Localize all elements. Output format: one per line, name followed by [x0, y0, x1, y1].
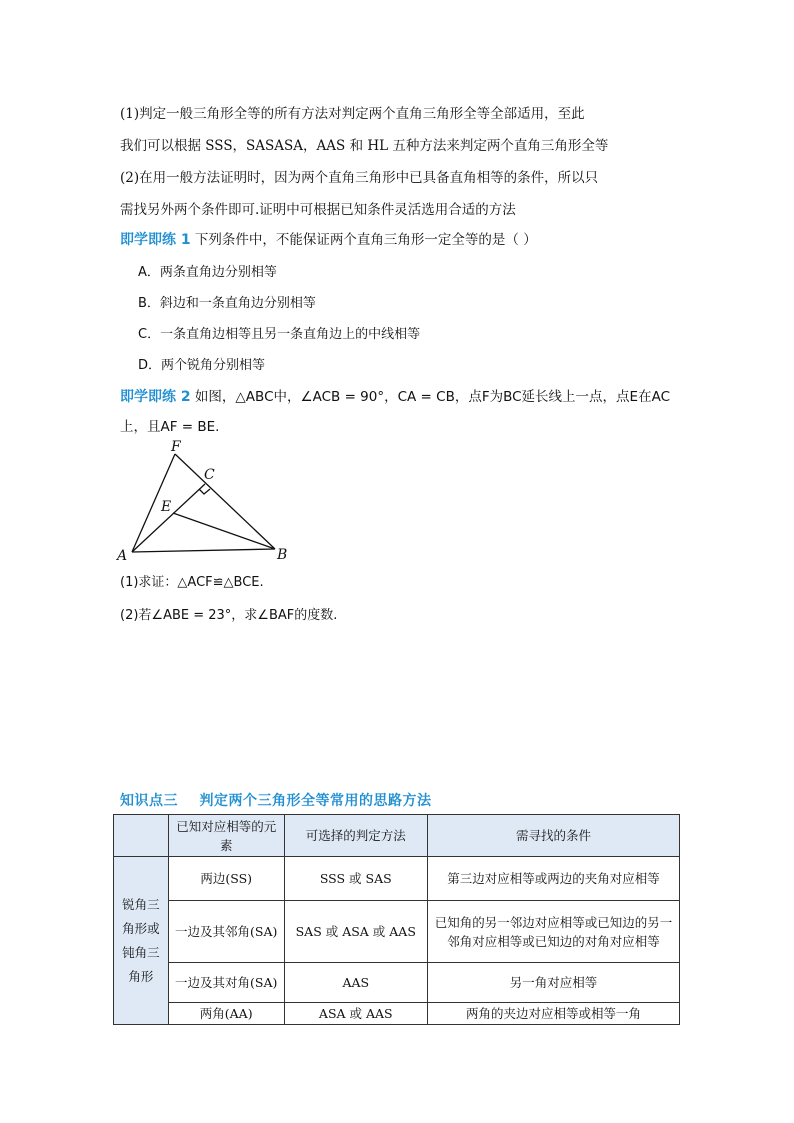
- table-cell: 两角(AA): [168, 1003, 284, 1025]
- option-a: A．两条直角边分别相等: [138, 265, 277, 280]
- section-title: 知识点三 判定两个三角形全等常用的思路方法: [120, 793, 432, 809]
- knowledge-table: [113, 814, 680, 1025]
- table-row: [114, 857, 680, 901]
- option-b: B．斜边和一条直角边分别相等: [138, 296, 316, 311]
- exercise-1-label: 即学即练 1: [120, 232, 191, 248]
- table-header-conditions: 需寻找的条件: [428, 815, 680, 857]
- table-cell: 两角的夹边对应相等或相等一角: [428, 1003, 680, 1025]
- table-header-empty: [114, 815, 169, 857]
- note-line-4: 需找另外两个条件即可.证明中可根据已知条件灵活选用合适的方法: [120, 202, 516, 218]
- exercise-1-heading: [120, 228, 537, 249]
- table-cell: SSS 或 SAS: [284, 857, 428, 901]
- label-a: A: [117, 548, 128, 564]
- exercise-2-q2: (2)若∠ABE = 23°，求∠BAF的度数.: [120, 608, 338, 623]
- option-c: C．一条直角边相等且另一条直角边上的中线相等: [138, 327, 421, 342]
- table-cell: SAS 或 ASA 或 AAS: [284, 901, 428, 963]
- label-c: C: [204, 467, 215, 483]
- table-cell: 另一角对应相等: [428, 963, 680, 1003]
- table-header-methods: 可选择的判定方法: [284, 815, 428, 857]
- table-group-label: 锐角三角形或钝角三角形: [114, 857, 169, 1025]
- right-angle-mark: [199, 489, 210, 494]
- exercise-2-line-2: 上，且AF = BE.: [120, 419, 220, 435]
- table-cell: 一边及其对角(SA): [168, 963, 284, 1003]
- note-line-3: (2)在用一般方法证明时，因为两个直角三角形中已具备直角相等的条件，所以只: [120, 170, 599, 186]
- table-cell: AAS: [284, 963, 428, 1003]
- note-line-2: 我们可以根据 SSS，SASASA，AAS 和 HL 五种方法来判定两个直角三角形全等: [120, 138, 609, 154]
- table-cell: ASA 或 AAS: [284, 1003, 428, 1025]
- table-cell: 已知角的另一邻边对应相等或已知边的另一邻角对应相等或已知边的对角对应相等: [428, 901, 680, 963]
- table-cell: 两边(SS): [168, 857, 284, 901]
- table-header-row: [114, 815, 680, 857]
- label-b: B: [277, 547, 288, 563]
- label-e: E: [161, 499, 172, 515]
- option-d: D．两个锐角分别相等: [138, 358, 266, 373]
- exercise-2-label: 即学即练 2: [120, 389, 191, 405]
- table-cell: 一边及其邻角(SA): [168, 901, 284, 963]
- note-line-1: (1)判定一般三角形全等的所有方法对判定两个直角三角形全等全部适用，至此: [120, 106, 585, 122]
- exercise-2-heading: [120, 385, 670, 406]
- segment-fb: [175, 454, 275, 549]
- exercise-2-line-1: 如图，△ABC中，∠ACB = 90°，CA = CB，点F为BC延长线上一点，点E在AC: [194, 389, 671, 405]
- label-f: F: [171, 439, 181, 455]
- triangle-figure: [115, 436, 295, 566]
- segment-be: [173, 513, 275, 549]
- table-header-elements: 已知对应相等的元素: [168, 815, 284, 857]
- table-row: [114, 901, 680, 963]
- table-row: [114, 1003, 680, 1025]
- segment-ab: [132, 549, 275, 552]
- table-cell: 第三边对应相等或两边的夹角对应相等: [428, 857, 680, 901]
- segment-ac: [132, 484, 205, 552]
- table-row: [114, 963, 680, 1003]
- exercise-1-question: 下列条件中，不能保证两个直角三角形一定全等的是（ ）: [194, 232, 537, 248]
- exercise-2-q1: (1)求证：△ACF≌△BCE.: [120, 575, 264, 590]
